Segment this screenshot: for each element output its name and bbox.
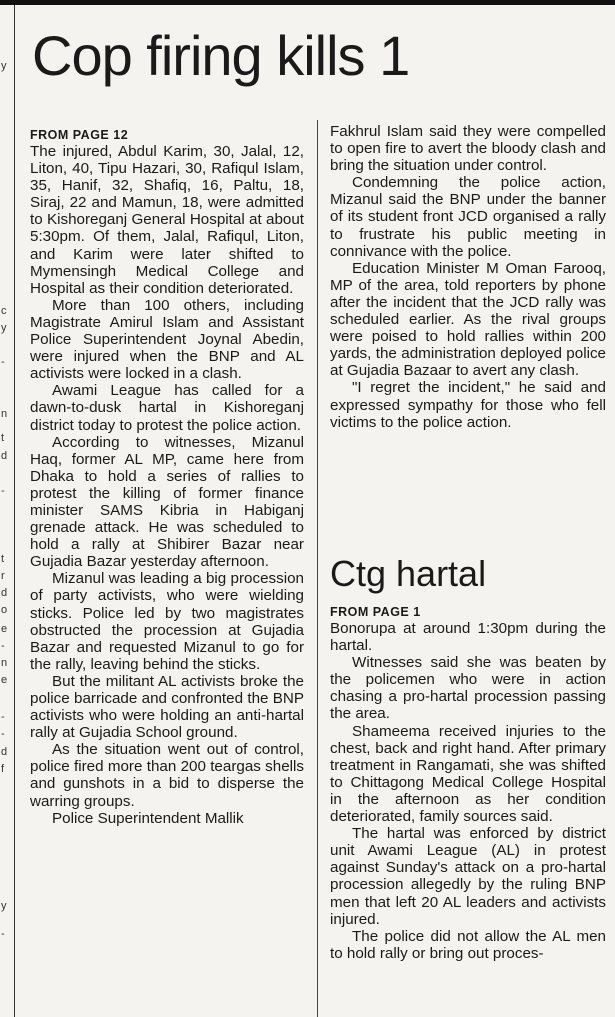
edge-fragment: -: [1, 728, 5, 740]
story1-paragraph: Awami League has called for a dawn-to-dusk hartal in Kishoreganj district today to protest the police action.: [30, 382, 304, 434]
story2-headline: Ctg hartal: [330, 553, 487, 594]
story2-column: [330, 605, 606, 962]
left-column-rule: [14, 5, 15, 1017]
edge-fragment: d: [1, 450, 8, 462]
edge-fragment: d: [1, 587, 8, 599]
edge-fragment: -: [1, 485, 5, 497]
story2-kicker: FROM PAGE 1: [330, 605, 421, 619]
story1-column-2: [330, 123, 606, 431]
story1-paragraph: Condemning the police action, Mizanul said the BNP under the banner of its student front JCD organised a rally to frustrate his public meeting in connivance with the police.: [330, 174, 606, 260]
edge-fragment: o: [1, 604, 8, 616]
edge-fragment: -: [1, 928, 5, 940]
edge-fragment: e: [1, 623, 8, 635]
edge-fragment: -: [1, 640, 5, 652]
edge-fragment: d: [1, 746, 8, 758]
cropped-adjacent-column: [0, 60, 12, 1010]
edge-fragment: r: [1, 570, 5, 582]
edge-fragment: y: [1, 900, 7, 912]
story2-paragraph: Witnesses said she was beaten by the policemen who were in action chasing a pro-hartal procession passing the area.: [330, 654, 606, 723]
edge-fragment: t: [1, 553, 5, 565]
edge-fragment: -: [1, 356, 5, 368]
edge-fragment: e: [1, 674, 8, 686]
story1-paragraph: More than 100 others, including Magistrate Amirul Islam and Assistant Police Superintendent Joynal Abedin, were injured when the BNP and AL activists were locked in a clash.: [30, 296, 304, 383]
edge-fragment: n: [1, 408, 8, 420]
edge-fragment: y: [1, 322, 7, 334]
story1-paragraph: According to witnesses, Mizanul Haq, former AL MP, came here from Dhaka to hold a series of rallies to protest the killing of former finance minister SAMS Kibria in Habiganj grenade attack. He was scheduled to hold a rally at Shibirer Bazar near Gujadia Bazar yesterday afternoon.: [30, 433, 304, 571]
story1-paragraph: The injured, Abdul Karim, 30, Jalal, 12, Liton, 40, Tipu Hazari, 30, Rafiqul Islam, 35, Hanif, 32, Shafiq, 16, Paltu, 18, Siraj, 22 and Mamun, 18, were admitted to Kishoreganj General Hospital at about 5:30pm. Of them, Jalal, Rafiqul, Liton, and Karim were later shifted to Mymensingh Medical College and Hospital as their condition deteriorated.: [30, 143, 304, 297]
story2-paragraph: Bonorupa at around 1:30pm during the hartal.: [330, 620, 606, 655]
story2-paragraph: Shameema received injuries to the chest, back and right hand. After primary treatment in Rangamati, she was shifted to Chittagong Medical College Hospital in the afternoon as her condition deteriorated, family sources said.: [330, 722, 606, 826]
story1-paragraph: Fakhrul Islam said they were compelled to open fire to avert the bloody clash and bring the situation under control.: [330, 123, 606, 175]
story1-paragraph: Police Superintendent Mallik: [52, 809, 244, 827]
column-divider: [317, 120, 318, 1017]
story2-paragraph: The hartal was enforced by district unit Awami League (AL) in protest against Sunday's attack on a pro-hartal procession allegedly by the ruling BNP men that left 20 AL leaders and activists injured.: [330, 825, 606, 928]
edge-fragment: c: [1, 305, 7, 317]
edge-fragment: -: [1, 711, 5, 723]
story1-column-1: [30, 128, 304, 827]
edge-fragment: t: [1, 432, 5, 444]
edge-fragment: y: [1, 60, 7, 72]
story1-paragraph: But the militant AL activists broke the police barricade and confronted the BNP activists who were holding an anti-hartal rally at Gujadia School ground.: [30, 672, 304, 742]
story1-paragraph: Mizanul was leading a big procession of party activists, who were wielding sticks. Police led by two magistrates obstructed the procession at Gujadia Bazar and requested Mizanul to go for the rally, leaving behind the sticks.: [30, 570, 304, 673]
edge-fragment: n: [1, 657, 8, 669]
story1-paragraph: Education Minister M Oman Farooq, MP of the area, told reporters by phone after the incident that the JCD rally was scheduled earlier. As the rival groups were poised to hold rallies within 200 yards, the administration deployed police at Gujadia Bazaar to avert any clash.: [330, 259, 606, 380]
story1-paragraph: "I regret the incident," he said and expressed sympathy for those who fell victims to the police action.: [330, 379, 606, 431]
story1-paragraph: As the situation went out of control, police fired more than 200 teargas shells and gunshots in a bid to disperse the warring groups.: [30, 741, 304, 810]
story1-kicker: FROM PAGE 12: [30, 128, 129, 142]
story2-paragraph: The police did not allow the AL men to hold rally or bring out proces-: [330, 927, 606, 962]
main-headline: Cop firing kills 1: [32, 24, 410, 87]
top-rule: [0, 0, 615, 5]
edge-fragment: f: [1, 763, 5, 775]
